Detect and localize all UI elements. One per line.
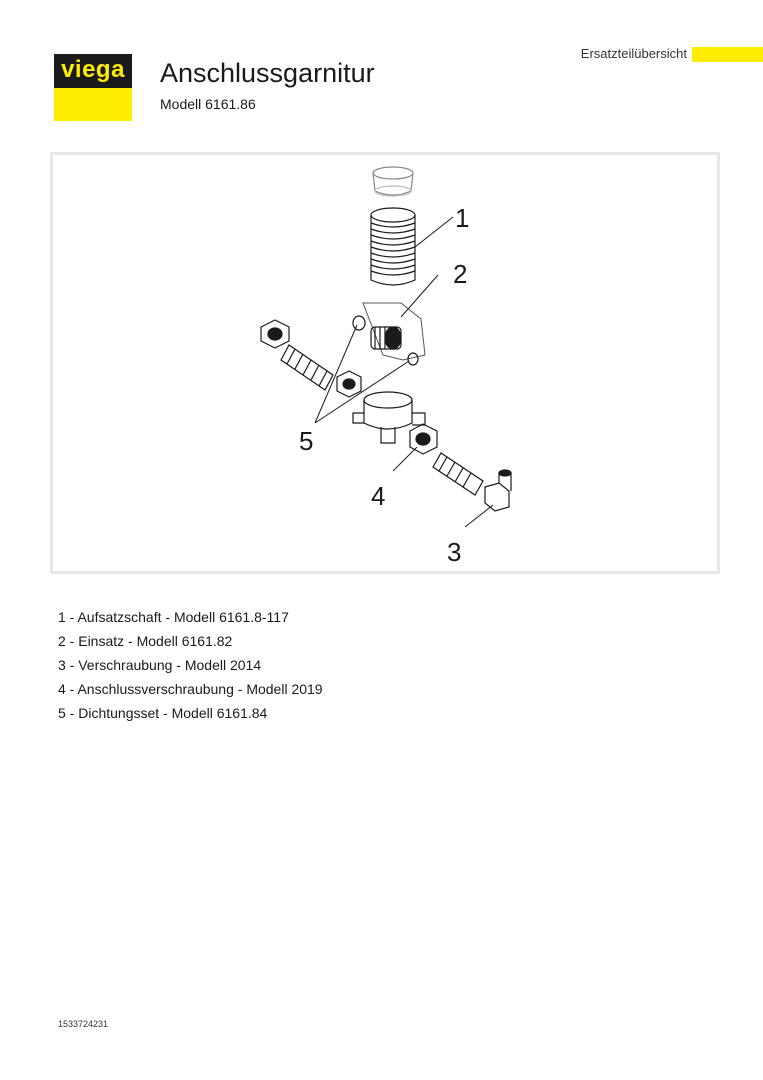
callout-4: 4 xyxy=(371,481,386,511)
right-threaded-pipe xyxy=(433,453,483,495)
center-nut xyxy=(337,371,361,397)
callout-3: 3 xyxy=(447,537,462,567)
model-number: Modell 6161.86 xyxy=(160,96,256,112)
part-item-4: 4 - Anschlussverschraubung - Modell 2019 xyxy=(58,681,323,697)
elbow-fitting xyxy=(485,470,511,511)
exploded-drawing xyxy=(53,155,717,571)
document-type-bar xyxy=(692,47,763,62)
part-item-3: 3 - Verschraubung - Modell 2014 xyxy=(58,657,262,673)
page-title: Anschlussgarnitur xyxy=(160,58,375,88)
parts-list xyxy=(58,605,323,725)
ribbed-shaft xyxy=(371,208,415,285)
logo-text: viega xyxy=(61,56,125,83)
left-threaded-pipe xyxy=(281,345,333,390)
document-type: Ersatzteilübersicht xyxy=(580,46,687,61)
callout-5: 5 xyxy=(299,426,314,456)
logo-yellow-block xyxy=(54,88,132,121)
document-number: 1533724231 xyxy=(58,1019,109,1029)
left-nut xyxy=(261,320,289,348)
exploded-drawing-frame xyxy=(50,152,720,574)
part-item-2: 2 - Einsatz - Modell 6161.82 xyxy=(58,633,233,649)
callout-2: 2 xyxy=(453,259,468,289)
valve-body xyxy=(353,392,425,443)
part-item-5: 5 - Dichtungsset - Modell 6161.84 xyxy=(58,705,268,721)
cartridge-insert xyxy=(371,327,401,349)
viega-logo xyxy=(54,54,132,121)
callout-1: 1 xyxy=(455,203,470,233)
part-item-1: 1 - Aufsatzschaft - Modell 6161.8-117 xyxy=(58,609,289,625)
cap-ring xyxy=(373,167,413,196)
